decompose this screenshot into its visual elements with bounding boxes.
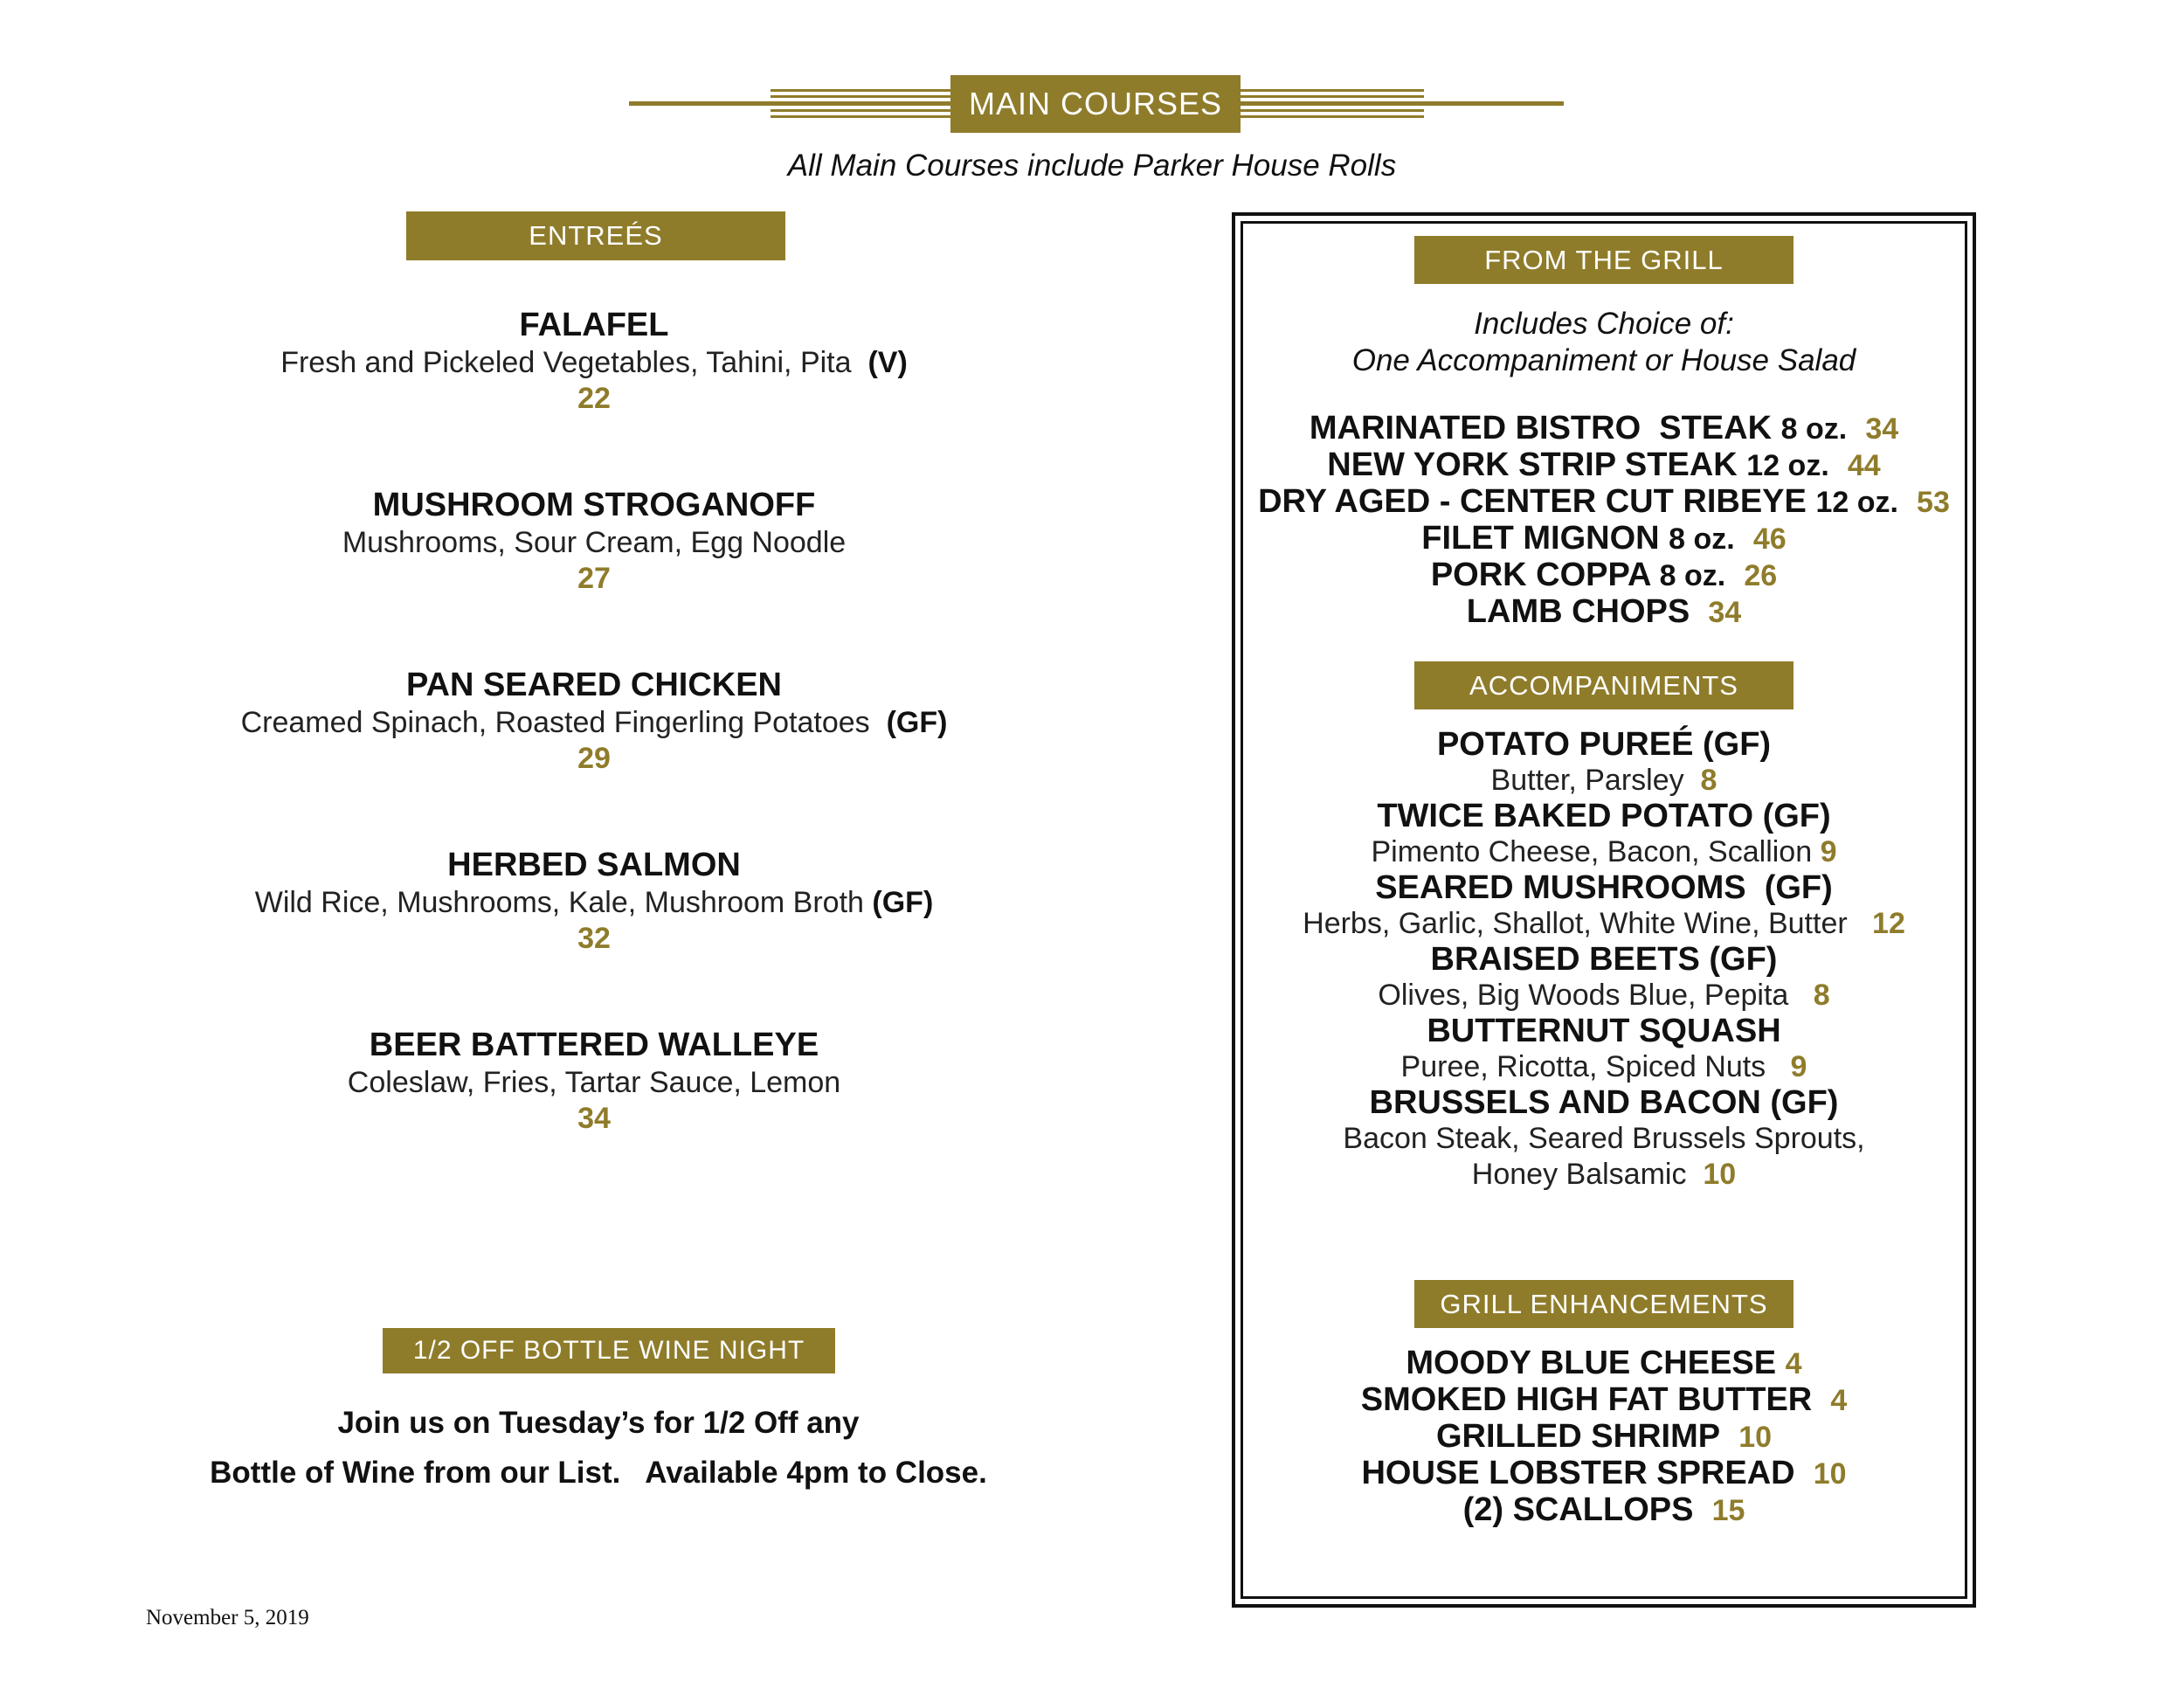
grill-item: FILET MIGNON 8 oz. 46 <box>1421 520 1787 557</box>
accompaniment-desc: Olives, Big Woods Blue, Pepita 8 <box>1378 979 1830 1012</box>
from-the-grill-heading: FROM THE GRILL <box>1414 236 1794 284</box>
accompaniments-heading: ACCOMPANIMENTS <box>1414 661 1794 709</box>
entree-price: 27 <box>577 562 611 595</box>
entree-item-pan-seared-chicken <box>192 666 996 776</box>
accompaniments-list <box>1241 727 1967 1193</box>
grill-enhancements-heading: GRILL ENHANCEMENTS <box>1414 1280 1794 1328</box>
enhancement-item: MOODY BLUE CHEESE 4 <box>1406 1345 1802 1381</box>
grill-note: Includes Choice of: One Accompaniment or House Salad <box>1351 307 1856 377</box>
wine-night-text: Join us on Tuesday’s for 1/2 Off any Bottle of Wine from our List. Available 4pm to Close. <box>210 1406 987 1490</box>
accompaniment-desc: Honey Balsamic 10 <box>1471 1158 1737 1191</box>
entree-name: PAN SEARED CHICKEN <box>405 667 782 703</box>
entree-price: 34 <box>577 1102 611 1135</box>
entree-price: 32 <box>577 922 611 955</box>
entree-name: FALAFEL <box>519 307 669 343</box>
accompaniment-name: BRAISED BEETS (GF) <box>1430 941 1778 978</box>
grill-enhancements-list <box>1241 1346 1967 1529</box>
entree-name: BEER BATTERED WALLEYE <box>369 1027 819 1063</box>
main-courses-heading: MAIN COURSES <box>950 75 1241 133</box>
grill-item: PORK COPPA 8 oz. 26 <box>1430 557 1778 593</box>
enhancement-item: HOUSE LOBSTER SPREAD 10 <box>1361 1455 1847 1491</box>
entree-name: HERBED SALMON <box>447 847 741 883</box>
grill-list <box>1241 411 1967 631</box>
wine-night-heading: 1/2 OFF BOTTLE WINE NIGHT <box>383 1328 835 1373</box>
menu-date: November 5, 2019 <box>146 1606 309 1629</box>
accompaniment-desc: Herbs, Garlic, Shallot, White Wine, Butter 12 <box>1303 907 1905 940</box>
accompaniment-desc: Puree, Ricotta, Spiced Nuts 9 <box>1400 1050 1807 1083</box>
accompaniment-name: TWICE BAKED POTATO (GF) <box>1377 798 1831 834</box>
accompaniment-name: POTATO PUREÉ (GF) <box>1436 726 1772 763</box>
accompaniment-desc: Bacon Steak, Seared Brussels Sprouts, <box>1343 1122 1865 1155</box>
entree-desc: Creamed Spinach, Roasted Fingerling Potatoes (GF) <box>240 706 948 739</box>
grill-item: NEW YORK STRIP STEAK 12 oz. 44 <box>1327 446 1881 483</box>
entree-desc: Coleslaw, Fries, Tartar Sauce, Lemon <box>347 1066 841 1099</box>
accompaniment-name: SEARED MUSHROOMS (GF) <box>1375 869 1833 906</box>
entree-item-beer-battered-walleye <box>192 1026 996 1136</box>
entrees-heading: ENTREÉS <box>406 211 785 260</box>
enhancement-item: GRILLED SHRIMP 10 <box>1435 1418 1773 1455</box>
accompaniment-name: BRUSSELS AND BACON (GF) <box>1369 1084 1839 1121</box>
grill-item: LAMB CHOPS 34 <box>1466 593 1742 630</box>
accompaniment-desc: Pimento Cheese, Bacon, Scallion 9 <box>1371 835 1837 868</box>
entree-price: 22 <box>577 382 611 415</box>
entree-name: MUSHROOM STROGANOFF <box>372 487 816 523</box>
accompaniment-desc: Butter, Parsley 8 <box>1490 764 1717 797</box>
entree-desc: Wild Rice, Mushrooms, Kale, Mushroom Broth (GF) <box>254 886 934 919</box>
grill-item: MARINATED BISTRO STEAK 8 oz. 34 <box>1309 410 1899 446</box>
enhancement-item: (2) SCALLOPS 15 <box>1462 1491 1745 1528</box>
entree-desc: Fresh and Pickeled Vegetables, Tahini, Pita (V) <box>280 346 908 379</box>
entree-item-mushroom-stroganoff <box>192 486 996 596</box>
entree-desc: Mushrooms, Sour Cream, Egg Noodle <box>342 526 847 559</box>
enhancement-item: SMOKED HIGH FAT BUTTER 4 <box>1360 1381 1848 1418</box>
entree-item-herbed-salmon <box>192 846 996 956</box>
grill-item: DRY AGED - CENTER CUT RIBEYE 12 oz. 53 <box>1258 483 1950 520</box>
entree-item-falafel <box>192 306 996 416</box>
entree-price: 29 <box>577 742 611 775</box>
accompaniment-name: BUTTERNUT SQUASH <box>1427 1013 1781 1049</box>
subtitle: All Main Courses include Parker House Rolls <box>787 149 1397 183</box>
